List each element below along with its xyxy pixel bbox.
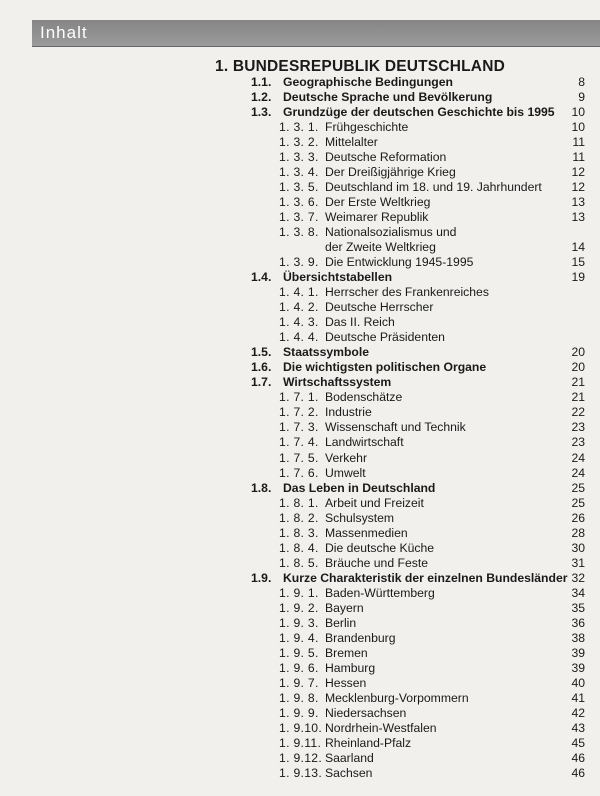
toc-page-number: 32 [571, 570, 585, 585]
toc-entry-title: Frühgeschichte [325, 120, 409, 135]
toc-page-number: 34 [571, 585, 585, 600]
toc-entry-title: Sachsen [325, 765, 373, 780]
toc-entry-number: 1. 3. 4. [279, 165, 319, 180]
toc-entry-number: 1. 8. 3. [279, 525, 319, 540]
toc-entry-number: 1. 4. 1. [279, 285, 319, 300]
toc-entry-number: 1. 8. 2. [279, 510, 319, 525]
toc-entry-title: Bayern [325, 600, 364, 615]
toc-entry-number: 1. 7. 4. [279, 435, 319, 450]
toc-subsection-entry [279, 465, 366, 481]
toc-entry-number: 1. 9. 3. [279, 615, 319, 630]
toc-entry-title: Umwelt [325, 465, 366, 480]
toc-page-number: 13 [571, 195, 585, 210]
toc-entry-number: 1. 3. 1. [279, 120, 319, 135]
toc-page-number: 23 [571, 420, 585, 435]
toc-page-number: 35 [571, 600, 585, 615]
toc-page-number: 20 [571, 360, 585, 375]
toc-entry-title: Deutsche Präsidenten [325, 330, 445, 345]
toc-entry-number: 1.1. [251, 75, 272, 89]
toc-entry-title: Landwirtschaft [325, 435, 404, 450]
toc-entry-title: Geographische Bedingungen [283, 75, 453, 89]
toc-subsection-entry [279, 705, 406, 721]
toc-page-number: 12 [571, 165, 585, 180]
toc-entry-title: Niedersachsen [325, 705, 407, 720]
toc-subsection-entry [279, 434, 404, 450]
toc-subsection-entry [279, 690, 469, 706]
toc-page-number: 36 [571, 615, 585, 630]
toc-entry-title: Weimarer Republik [325, 210, 429, 225]
toc-entry-title: Verkehr [325, 450, 368, 465]
toc-entry-number: 1.8. [251, 480, 272, 495]
toc-page-number: 46 [571, 765, 585, 780]
toc-entry-title: Bremen [325, 645, 368, 660]
toc-page-number: 20 [571, 345, 585, 360]
toc-subsection-entry [279, 750, 374, 766]
toc-entry-title: Baden-Württemberg [325, 585, 435, 600]
toc-subsection-entry [279, 134, 378, 150]
toc-entry-number: 1. 9. 9. [279, 705, 319, 720]
toc-entry-number: 1. 9. 8. [279, 690, 319, 705]
toc-entry-title: Bodenschätze [325, 390, 403, 405]
toc-page-number: 11 [572, 135, 585, 150]
toc-entry-title: Wissenschaft und Technik [325, 420, 466, 435]
toc-entry-title: Die Entwicklung 1945-1995 [325, 255, 474, 270]
toc-subsection-entry [279, 555, 428, 571]
toc-page-number: 22 [571, 405, 585, 420]
toc-page-number: 14 [571, 240, 585, 255]
toc-subsection-entry [279, 314, 395, 330]
toc-page-number: 10 [571, 120, 585, 135]
toc-page-number: 39 [571, 645, 585, 660]
toc-section-entry [251, 570, 567, 586]
toc-entry-number: 1.4. [251, 270, 272, 285]
toc-page-number: 9 [578, 90, 585, 105]
toc-entry-title-continuation: der Zweite Weltkrieg [325, 240, 436, 255]
toc-page-number: 46 [571, 750, 585, 765]
toc-entry-title: Hessen [325, 675, 367, 690]
toc-page-number: 30 [571, 540, 585, 555]
toc-section-entry [251, 359, 486, 375]
toc-section-entry [251, 89, 492, 105]
toc-entry-title: Brandenburg [325, 630, 396, 645]
toc-entry-title: Der Dreißigjährige Krieg [325, 165, 456, 180]
toc-entry-title: Deutsche Herrscher [325, 300, 434, 315]
toc-page-number: 12 [571, 180, 585, 195]
toc-entry-number: 1. 9.11. [279, 735, 322, 750]
toc-subsection-entry [279, 164, 456, 180]
toc-subsection-entry [279, 585, 435, 601]
toc-entry-number: 1. 3. 6. [279, 195, 319, 210]
toc-entry-number: 1. 8. 5. [279, 555, 319, 570]
toc-entry-number: 1.2. [251, 90, 272, 105]
toc-subsection-entry [279, 615, 356, 631]
toc-subsection-entry [279, 329, 445, 345]
toc-page-number: 42 [571, 705, 585, 720]
toc-entry-title: Schulsystem [325, 510, 395, 525]
toc-subsection-entry [279, 194, 430, 210]
toc-section-entry [251, 74, 453, 90]
toc-subsection-entry [279, 525, 408, 541]
toc-section-entry [251, 104, 555, 120]
toc-entry-number: 1. 9. 4. [279, 630, 319, 645]
toc-entry-number: 1. 3. 2. [279, 135, 319, 150]
toc-page-number: 43 [571, 720, 585, 735]
toc-entry-number: 1. 3. 8. [279, 225, 319, 240]
toc-page-number: 28 [571, 525, 585, 540]
toc-section-entry [251, 269, 392, 285]
chapter-title: 1. BUNDESREPUBLIK DEUTSCHLAND [215, 58, 505, 75]
toc-subsection-entry [279, 149, 446, 165]
toc-entry-number: 1. 3. 7. [279, 210, 319, 225]
toc-entry-title: Herrscher des Frankenreiches [325, 285, 489, 300]
toc-entry-number: 1. 9.13. [279, 765, 323, 780]
toc-entry-number: 1. 7. 6. [279, 465, 319, 480]
toc-page-number: 38 [571, 630, 585, 645]
toc-subsection-entry [279, 765, 372, 781]
toc-subsection-entry [279, 660, 375, 676]
toc-entry-title: Die deutsche Küche [325, 540, 435, 555]
toc-entry-number: 1.7. [251, 375, 272, 390]
toc-entry-number: 1.6. [251, 360, 272, 375]
toc-entry-title: Saarland [325, 750, 374, 765]
toc-entry-title: Hamburg [325, 660, 376, 675]
toc-subsection-entry [279, 675, 366, 691]
toc-subsection-entry [279, 600, 364, 616]
toc-page-number: 15 [571, 255, 585, 270]
toc-entry-title: Deutsche Reformation [325, 150, 447, 165]
toc-subsection-entry [279, 404, 372, 420]
toc-subsection-entry [279, 735, 411, 751]
toc-entry-title: Grundzüge der deutschen Geschichte bis 1995 [283, 105, 555, 120]
toc-entry-title: Industrie [325, 405, 372, 420]
toc-subsection-entry [279, 284, 489, 300]
toc-entry-number: 1. 4. 3. [279, 315, 319, 330]
toc-entry-number: 1. 4. 2. [279, 300, 319, 315]
toc-page-number: 23 [571, 435, 585, 450]
toc-subsection-entry [279, 419, 466, 435]
toc-entry-title: Arbeit und Freizeit [325, 495, 424, 510]
toc-entry-number: 1.5. [251, 345, 272, 360]
toc-entry-title: Das Leben in Deutschland [283, 480, 436, 495]
toc-entry-title: Wirtschaftssystem [283, 375, 392, 390]
toc-subsection-entry [279, 510, 394, 526]
toc-page-number: 19 [571, 270, 585, 285]
toc-entry-title: Übersichtstabellen [283, 270, 393, 285]
toc-entry-title: Das II. Reich [325, 315, 395, 330]
toc-subsection-entry [279, 540, 434, 556]
toc-subsection-entry [279, 450, 367, 466]
toc-page-number: 21 [571, 390, 585, 405]
toc-page-number: 24 [571, 450, 585, 465]
toc-entry-title: Staatssymbole [283, 345, 370, 360]
toc-page-number: 41 [571, 690, 585, 705]
toc-entry-number: 1. 9. 7. [279, 675, 319, 690]
section-header-label: Inhalt [40, 23, 88, 42]
toc-entry-number: 1. 9.12. [279, 750, 323, 765]
toc-entry-number: 1. 9. 2. [279, 600, 319, 615]
toc-entry-number: 1. 9. 5. [279, 645, 319, 660]
toc-page-number: 24 [571, 465, 585, 480]
toc-entry-number: 1. 3. 5. [279, 180, 319, 195]
toc-page-number: 31 [571, 555, 585, 570]
toc-page-number: 26 [571, 510, 585, 525]
toc-entry-title: Deutsche Sprache und Bevölkerung [283, 90, 493, 105]
toc-page-number: 21 [571, 375, 585, 390]
toc-entry-number: 1. 3. 9. [279, 255, 319, 270]
toc-page-number: 13 [571, 210, 585, 225]
toc-subsection-entry [279, 209, 428, 225]
toc-subsection-entry [279, 389, 402, 405]
toc-entry-number: 1. 7. 3. [279, 420, 319, 435]
toc-entry-number: 1. 9. 6. [279, 660, 319, 675]
toc-section-entry [251, 344, 369, 360]
toc-page-number: 8 [578, 75, 585, 89]
toc-entry-number: 1.3. [251, 105, 272, 120]
toc-section-entry [251, 480, 435, 496]
toc-section-entry [251, 374, 391, 390]
toc-subsection-entry [279, 720, 437, 736]
toc-entry-number: 1. 7. 2. [279, 405, 319, 420]
toc-entry-number: 1. 4. 4. [279, 330, 319, 345]
toc-entry-number: 1.9. [251, 570, 272, 585]
toc-subsection-entry [279, 299, 433, 315]
toc-entry-title: Nordrhein-Westfalen [325, 720, 437, 735]
toc-entry-title: Rheinland-Pfalz [325, 735, 412, 750]
toc-page-number: 25 [571, 480, 585, 495]
toc-entry-number: 1. 7. 1. [279, 390, 319, 405]
toc-page-number: 11 [572, 150, 585, 165]
toc-subsection-entry [279, 495, 424, 511]
toc-subsection-entry [279, 645, 368, 661]
toc-entry-title: Mittelalter [325, 135, 378, 150]
toc-entry-number: 1. 3. 3. [279, 150, 319, 165]
toc-entry-number: 1. 7. 5. [279, 450, 319, 465]
toc-entry-title: Kurze Charakteristik der einzelnen Bundesländer [283, 570, 568, 585]
toc-entry-number: 1. 9. 1. [279, 585, 319, 600]
toc-subsection-entry [279, 119, 408, 135]
toc-page-number: 25 [571, 495, 585, 510]
toc-entry-title: Berlin [325, 615, 357, 630]
toc-page-number: 39 [571, 660, 585, 675]
toc-page-number: 45 [571, 735, 585, 750]
toc-subsection-entry [279, 179, 542, 195]
toc-entry-title: Die wichtigsten politischen Organe [283, 360, 487, 375]
toc-entry-title: Bräuche und Feste [325, 555, 428, 570]
toc-entry-title: Deutschland im 18. und 19. Jahrhundert [325, 180, 542, 195]
toc-entry-number: 1. 8. 4. [279, 540, 319, 555]
toc-page-number: 40 [571, 675, 585, 690]
toc-subsection-entry [279, 254, 473, 270]
toc-entry-title: Der Erste Weltkrieg [325, 195, 431, 210]
toc-subsection-entry [279, 630, 395, 646]
toc-page-number: 10 [571, 105, 585, 120]
toc-entry-number: 1. 8. 1. [279, 495, 319, 510]
toc-entry-title: Massenmedien [325, 525, 408, 540]
toc-entry-title: Mecklenburg-Vorpommern [325, 690, 469, 705]
toc-entry-title: Nationalsozialismus und [325, 225, 457, 240]
toc-entry-number: 1. 9.10. [279, 720, 323, 735]
toc-subsection-entry [279, 224, 456, 240]
